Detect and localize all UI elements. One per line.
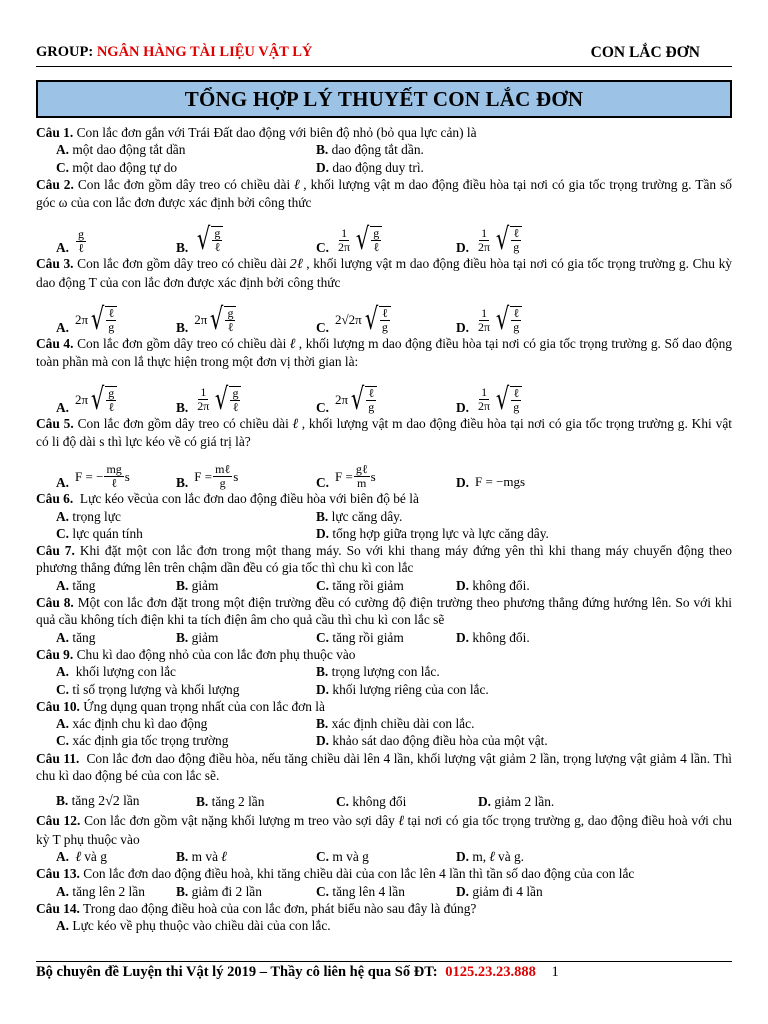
footer-text: Bộ chuyên đề Luyện thi Vật lý 2019 – Thầy cô liên hệ qua Số ĐT: (36, 964, 438, 980)
page-footer (36, 964, 559, 981)
group-label: GROUP: NGÂN HÀNG TÀI LIỆU VẬT LÝ (36, 44, 313, 60)
question-7: Câu 7. Khi đặt một con lắc đơn trong một thang máy. So với khi thang máy đứng yên thì khi thang máy chuyển động theo phương thẳng đứng lên trên chậm dần đều có gia tốc thì chu kì con lắc (36, 543, 732, 576)
formula-d: $\frac{1}{2\pi}$ √ $\frac{\text{ℓ}}{g}$ (475, 225, 522, 255)
page-number: 1 (551, 964, 559, 980)
question-1: Câu 1. Con lắc đơn gắn với Trái Đất dao động với biên độ nhỏ (bỏ qua lực cản) là (36, 125, 477, 140)
question-list: Câu 1. Con lắc đơn gắn với Trái Đất dao động với biên độ nhỏ (bỏ qua lực cản) là A. một dao động tắt dần B. dao động tắt dần. C. một dao động tự do D. dao động duy trì. Câu 2. Con lắc đơn gồm dây treo có chiều dài ℓ , khối lượng vật m dao động điều hòa tại nơi có gia tốc trọng trường g. Tần số góc ω của con lắc đơn được xác định bởi công thức A. $\frac{g}{\text{ℓ}}$ B. √ $\frac{g}{\text{ℓ}}$ C. $\frac{1}{2\pi}$ √ $\frac{g}{\text{ℓ}}$ D. $\frac{1}{2\pi}$ √ $\frac{\text{ℓ}}{g}$ Câu 3. Con lắc đơn gồm dây treo có chiều dài 2ℓ , khối lượng vật m dao động điều hòa tại nơi có gia tốc trọng trường g. Chu kỳ dao động T của con lắc đơn được xác định bởi công thức A. 2π √ $\frac{\text{ℓ}}{g}$ B. 2π √ $\frac{g}{\text{ℓ}}$ C. 2√2π √ $\frac{\text{ℓ}}{g}$ D. $\frac{1}{2\pi}$ √ $\frac{\text{ℓ}}{g}$ Câu 4. Con lắc đơn gồm dây treo có chiều dài ℓ , khối lượng m dao động điều hòa tại nơi có gia tốc trọng trường g. Số dao động toàn phần mà con lắ thực hiện trong một đơn vị thời gian là: A. 2π √ $\frac{g}{\text{ℓ}}$ B. $\frac{1}{2\pi}$ √ $\frac{g}{\text{ℓ}}$ C. 2π √ $\frac{\text{ℓ}}{g}$ D. $\frac{1}{2\pi}$ √ $\frac{\text{ℓ}}{g}$ Câu 5. Con lắc đơn gồm dây treo có chiều dài ℓ , khối lượng vật m dao động điều hòa tại nơi có gia tốc trọng trường g. Khi vật có li độ dài s thì lực kéo về có giá trị là? A. F = − $\frac{mg}{\text{ℓ}}$ s B. F = $\frac{\text{mℓ}}{g}$ s C. F = $\frac{\text{gℓ}}{m}$ s D. F = −mgs Câu 6. Lực kéo vềcủa con lắc đơn dao động điều hòa với biên độ bé là A. trọng lực B. lực căng dây. C. lực quán tính D. tổng hợp giữa trọng lực và lực căng dây. Câu 7. Khi đặt một con lắc đơn trong một thang máy. So với khi thang máy đứng yên thì khi thang máy chuyển động theo phương thẳng đứng lên trên chậm dần đều có gia tốc thì chu kì con lắc A. tăng B. giảm C. tăng rồi giảm D. không đổi. Câu 8. Một con lắc đơn đặt trong một điện trường đều có cường độ điện trường theo phương thẳng đứng hướng lên. So với khi quả cầu không tích điện khi ta tích điện âm cho quả cầu thì chu kì con lắc sẽ A. tăng B. giảm C. tăng rồi giảm D. không đổi. Câu 9. Chu kì dao động nhỏ của con lắc đơn phụ thuộc vào A. khối lượng con lắc B. trọng lượng con lắc. C. tỉ số trọng lượng và khối lượng D. khối lượng riêng của con lắc. Câu 10. Ứng dụng quan trọng nhất của con lắc đơn là A. xác định chu kì dao động B. xác định chiều dài con lắc. C. xác định gia tốc trọng trường D. khảo sát dao động điều hòa của một vật. Câu 11. Con lắc đơn dao động điều hòa, nếu tăng chiều dài lên 4 lần, khối lượng vật giảm 2 lần, trọng lượng vật giảm 4 lần. Thì chu kì dao động bé của con lắc sẽ. B. tăng 2√2 lần B. tăng 2 lần C. không đổi D. giảm 2 lần. Câu 12. Con lắc đơn gồm vật nặng khối lượng m treo vào sợi dây ℓ tại nơi có gia tốc trọng trường g, dao động điều hoà với chu kỳ T phụ thuộc vào A. ℓ và g B. m và ℓ C. m và g D. m, ℓ và g. Câu 13. Con lắc đơn dao động điều hoà, khi tăng chiều dài của con lắc lên 4 lần thì tần số dao động của con lắc A. tăng lên 2 lần B. giảm đi 2 lần C. tăng lên 4 lần D. giảm đi 4 lần Câu 14. Trong dao động điều hoà của con lắc đơn, phát biểu nào sau đây là đúng? A. Lực kéo về phụ thuộc vào chiều dài của con lắc. (36, 125, 732, 934)
group-name: NGÂN HÀNG TÀI LIỆU VẬT LÝ (96, 44, 313, 60)
q5-options: A. F = − $\frac{mg}{\text{ℓ}}$ s B. F = $\frac{\text{mℓ}}{g}$ s C. F = $\frac{\text{gℓ}}{m}$ s D. F = −mgs (56, 462, 526, 491)
page-title: TỔNG HỢP LÝ THUYẾT CON LẮC ĐƠN (36, 80, 732, 118)
question-12: Câu 12. Con lắc đơn gồm vật nặng khối lượng m treo vào sợi dây ℓ tại nơi có gia tốc trọng trường g, dao động điều hoà với chu kỳ T phụ thuộc vào (36, 813, 732, 847)
q3-options: A. 2π √ $\frac{\text{ℓ}}{g}$ B. 2π √ $\frac{g}{\text{ℓ}}$ C. 2√2π √ $\frac{\text{ℓ}}{g}$ D. $\frac{1}{2\pi}$ √ $\frac{\text{ℓ}}{g}$ (36, 291, 732, 335)
question-10: Câu 10. Ứng dụng quan trọng nhất của con lắc đơn là (36, 698, 325, 714)
q2-options: A. $\frac{g}{\text{ℓ}}$ B. √ $\frac{g}{\text{ℓ}}$ C. $\frac{1}{2\pi}$ √ $\frac{g}{\text{ℓ}}$ D. $\frac{1}{2\pi}$ √ $\frac{\text{ℓ}}{g}$ (36, 211, 732, 255)
question-3: Câu 3. Con lắc đơn gồm dây treo có chiều dài 2ℓ , khối lượng vật m dao động điều hòa tại nơi có gia tốc trọng trường g. Chu kỳ dao động T của con lắc đơn được xác định bởi công thức (36, 256, 732, 290)
question-4: Câu 4. Con lắc đơn gồm dây treo có chiều dài ℓ , khối lượng m dao động điều hòa tại nơi có gia tốc trọng trường g. Số dao động toàn phần mà con lắ thực hiện trong một đơn vị thời gian là: (36, 336, 732, 370)
question-9: Câu 9. Chu kì dao động nhỏ của con lắc đơn phụ thuộc vào (36, 646, 356, 662)
formula-a: $\frac{g}{\text{ℓ}}$ (78, 227, 85, 256)
page-header (36, 44, 732, 64)
question-13: Câu 13. Con lắc đơn dao động điều hoà, khi tăng chiều dài của con lắc lên 4 lần thì tần số dao động của con lắc (36, 866, 635, 882)
question-2: Câu 2. Con lắc đơn gồm dây treo có chiều dài ℓ , khối lượng vật m dao động điều hòa tại nơi có gia tốc trọng trường g. Tần số góc ω của con lắc đơn được xác định bởi công thức (36, 176, 732, 211)
question-5: Câu 5. Con lắc đơn gồm dây treo có chiều dài ℓ , khối lượng vật m dao động điều hòa tại nơi có gia tốc trọng trường g. Khi vật có li độ dài s thì lực kéo về có giá trị là? (36, 415, 732, 449)
question-11: Câu 11. Con lắc đơn dao động điều hòa, nếu tăng chiều dài lên 4 lần, khối lượng vật giảm 2 lần, trọng lượng vật giảm 4 lần. Thì chu kì dao động bé của con lắc sẽ. (36, 750, 732, 784)
formula-b: √ $\frac{g}{\text{ℓ}}$ (194, 225, 223, 255)
question-6: Câu 6. Lực kéo vềcủa con lắc đơn dao động điều hòa với biên độ bé là (36, 491, 419, 507)
q4-options: A. 2π √ $\frac{g}{\text{ℓ}}$ B. $\frac{1}{2\pi}$ √ $\frac{g}{\text{ℓ}}$ C. 2π √ $\frac{\text{ℓ}}{g}$ D. $\frac{1}{2\pi}$ √ $\frac{\text{ℓ}}{g}$ (36, 371, 732, 415)
question-8: Câu 8. Một con lắc đơn đặt trong một điện trường đều có cường độ điện trường theo phương thẳng đứng hướng lên. So với khi quả cầu không tích điện khi ta tích điện âm cho quả cầu thì chu kì con lắc sẽ (36, 595, 732, 628)
header-divider (36, 66, 732, 67)
question-14: Câu 14. Trong dao động điều hoà của con lắc đơn, phát biểu nào sau đây là đúng? (36, 900, 477, 916)
q1-options: A. một dao động tắt dần B. dao động tắt dần. (56, 142, 424, 158)
footer-divider (36, 961, 732, 962)
header-topic: CON LẮC ĐƠN (590, 44, 700, 61)
footer-phone: 0125.23.23.888 (445, 964, 536, 980)
formula-c: $\frac{1}{2\pi}$ √ $\frac{g}{\text{ℓ}}$ (335, 225, 382, 255)
